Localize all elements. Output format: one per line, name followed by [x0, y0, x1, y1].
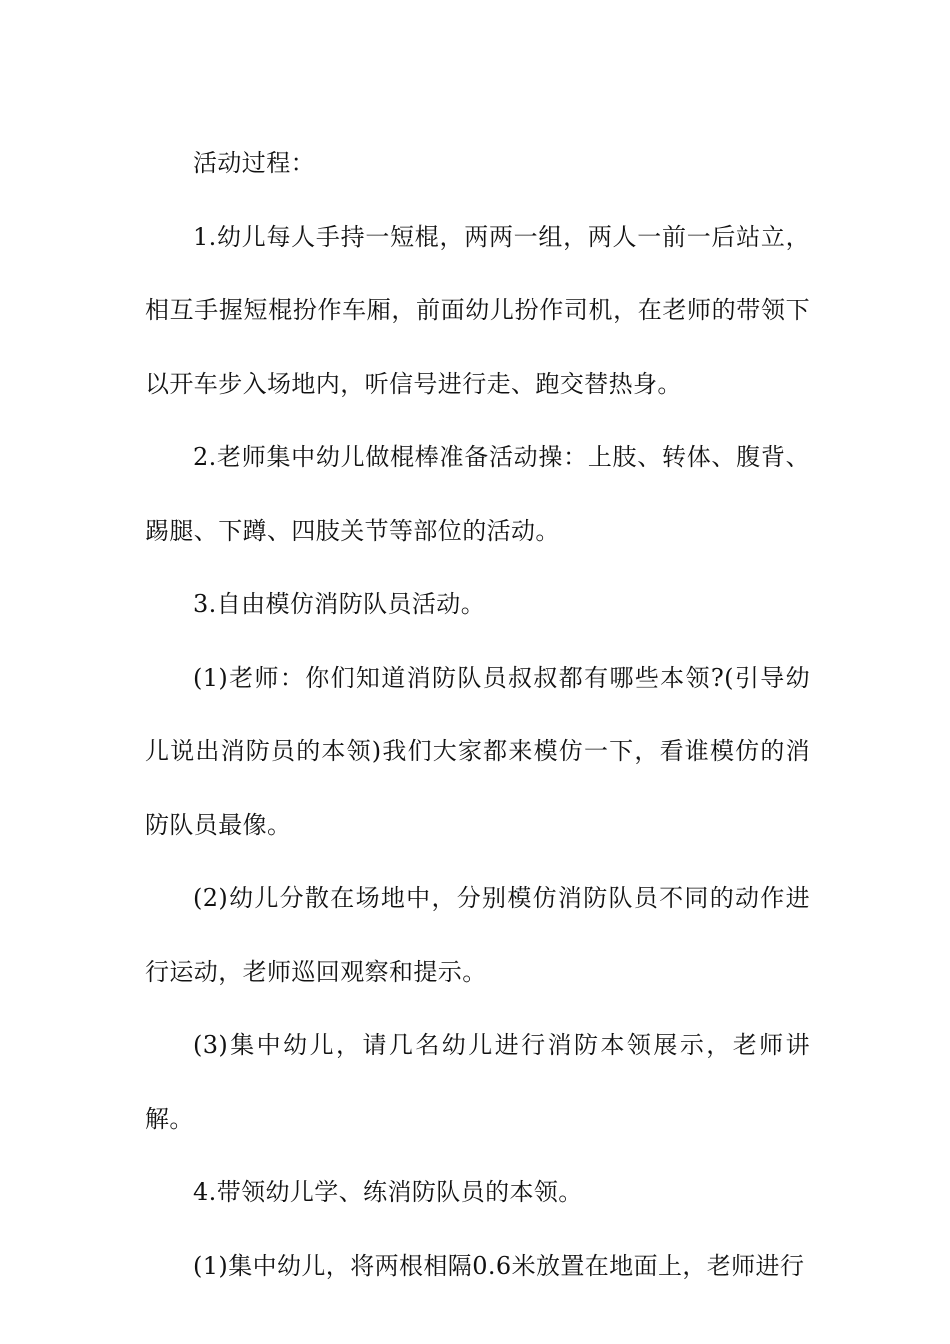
paragraph-step-4: 4.带领幼儿学、练消防队员的本领。	[193, 1178, 583, 1206]
paragraph-step-4-sub-1: (1)集中幼儿，将两根相隔0.6米放置在地面上，老师进行	[193, 1251, 805, 1280]
paragraph-step-3-sub-1: (1)老师：你们知道消防队员叔叔都有哪些本领?(引导幼儿说出消防员的本领)我们大家都来模仿一下，看谁模仿的消防队员最像。	[145, 663, 810, 839]
paragraph-step-1: 1.幼儿每人手持一短棍，两两一组，两人一前一后站立，相互手握短棍扮作车厢，前面幼儿扮作司机，在老师的带领下以开车步入场地内，听信号进行走、跑交替热身。	[145, 222, 810, 398]
paragraph-step-3-sub-2: (2)幼儿分散在场地中，分别模仿消防队员不同的动作进行运动，老师巡回观察和提示。	[145, 884, 810, 986]
paragraph-step-3: 3.自由模仿消防队员活动。	[193, 590, 486, 618]
paragraph-section-heading: 活动过程：	[193, 149, 315, 177]
paragraph-step-3-sub-3: (3)集中幼儿，请几名幼儿进行消防本领展示，老师讲解。	[145, 1031, 810, 1133]
paragraph-step-2: 2.老师集中幼儿做棍棒准备活动操：上肢、转体、腹背、踢腿、下蹲、四肢关节等部位的活动。	[145, 443, 810, 545]
document-body	[145, 127, 810, 1303]
